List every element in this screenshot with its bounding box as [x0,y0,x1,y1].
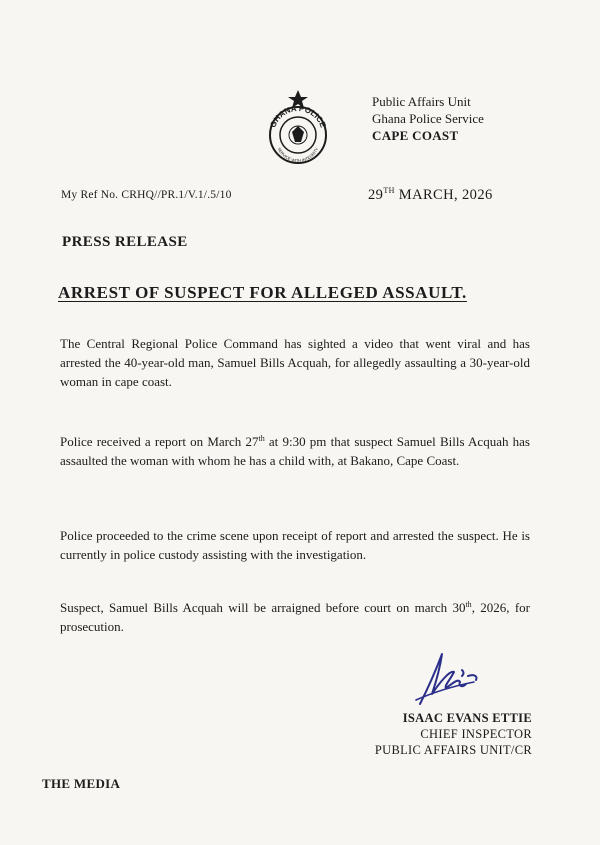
signatory-rank: CHIEF INSPECTOR [420,727,532,741]
location: CAPE COAST [372,128,459,143]
paragraph-1: The Central Regional Police Command has sighted a video that went viral and has arrested the 40-year-old man, Samuel Bills Acquah, for allegedly assaulting a 30-year-old woman in cape coast. [60,336,530,389]
ghana-police-logo [262,88,334,166]
date-suffix: TH [383,186,395,195]
release-date [368,186,493,204]
signatory-name: ISAAC EVANS ETTIE [402,711,532,725]
handwritten-signature [414,648,482,708]
paragraph-3: Police proceeded to the crime scene upon receipt of report and arrested the suspect. He is currently in police custody assisting with the investigation. [60,528,530,562]
paragraph-2-sup: th [258,434,265,443]
date-rest: MARCH, 2026 [394,187,493,203]
release-title: ARREST OF SUSPECT FOR ALLEGED ASSAULT. [58,283,467,302]
paragraph-4-text-a: Suspect, Samuel Bills Acquah will be arraigned before court on march 30 [60,600,466,615]
recipient: THE MEDIA [42,776,121,791]
paragraph-4-text-b: , 2026, for prosecution. [60,600,530,634]
signatory-block [340,710,532,758]
paragraph-2 [60,432,530,470]
paragraph-2-text-b: at 9:30 pm that suspect Samuel Bills Acquah has assaulted the woman with whom he has a child with, at Bakano, Cape Coast. [60,434,530,468]
paragraph-4 [60,598,530,636]
logo-motto: SERVICE WITH INTEGRITY [276,146,320,164]
unit-name: Public Affairs Unit [372,94,471,109]
paragraph-4-sup: th [465,600,472,609]
reference-number: My Ref No. CRHQ//PR.1/V.1/.5/10 [61,189,232,201]
press-release-heading: PRESS RELEASE [62,234,188,250]
date-day: 29 [368,187,384,203]
signatory-office: PUBLIC AFFAIRS UNIT/CR [374,743,532,757]
issuing-office [372,93,484,144]
service-name: Ghana Police Service [372,111,484,126]
paragraph-2-text-a: Police received a report on March 27 [60,434,259,449]
svg-text:SERVICE WITH INTEGRITY [277,146,320,163]
logo-text: GHANA POLICE [268,103,328,129]
